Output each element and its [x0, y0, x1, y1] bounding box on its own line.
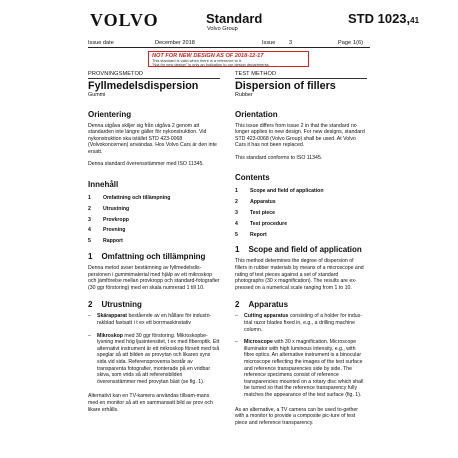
issue-date-value: December 2018 — [155, 40, 195, 46]
contents-item-number: 4 — [88, 227, 91, 234]
contents-item-title: Provkropp — [103, 216, 129, 223]
method-label: PROVNINGSMETOD — [88, 71, 220, 79]
bullet-text — [244, 339, 367, 398]
bullet-text — [97, 333, 220, 386]
contents-item-title: Utrustning — [103, 205, 130, 212]
contents-item-number: 3 — [235, 210, 238, 217]
contents-item-title: Report — [250, 231, 267, 238]
issue-value: 3 — [289, 40, 293, 46]
contents-item-title: Apparatus — [250, 199, 276, 206]
document-title: Dispersion of fillers — [235, 79, 336, 92]
contents-item-number: 2 — [88, 205, 91, 212]
contents-item-title: Test piece — [250, 210, 275, 217]
contents-item — [235, 219, 367, 230]
bullet-text — [244, 313, 367, 333]
contents-item — [88, 204, 220, 215]
conformity-paragraph: Denna standard överensstämmer med ISO 11345. — [88, 161, 204, 168]
bullet-marker: – — [88, 313, 91, 320]
contents-item — [235, 208, 367, 219]
section-1-number: 1 — [235, 245, 240, 255]
contents-item — [88, 225, 220, 236]
section-1-paragraph: Denna metod avser bestämning av fyllmedelsdis-persionen i gummimaterial med hjälp av ett mikroskop och jämförelse mellan provkropp och standard-fotografier (30 ggr förstoring) med en skala numrerad 1 till 10. — [88, 265, 220, 291]
section-2-number: 2 — [88, 300, 93, 310]
bullet-description: bestående av en hållare för industri-rakblad fastsatt i t ex ett borrmaskinstativ — [97, 313, 212, 327]
not-for-new-design-notice — [148, 51, 309, 67]
section-2-title: Apparatus — [248, 300, 289, 310]
section-2-number: 2 — [235, 300, 240, 310]
orientation-heading: Orientation — [235, 109, 278, 119]
section-1-heading — [88, 252, 220, 261]
contents-list — [235, 186, 367, 240]
header-rule — [88, 47, 370, 48]
document-title: Fyllmedelsdispersion — [88, 79, 199, 92]
contents-item-number: 2 — [235, 199, 238, 206]
bullet-term: Cutting apparatus — [244, 313, 289, 320]
contents-item-number: 1 — [88, 195, 91, 202]
section-1-paragraph: This method determines the degree of dispersion of fillers in rubber materials by means of a microscope and rating of test pieces against a set of standard photographs (30 x magnification). The results are ex-pressed on a numerical scale ranging from 1 to 10. — [235, 258, 364, 291]
contents-item-title: Test procedure — [250, 220, 288, 227]
document-subtitle: Rubber — [235, 91, 253, 98]
notice-line-2: This standard is valid when there is a reference to it. — [152, 58, 242, 63]
alternative-paragraph: Alternativt kan en TV-kamera användas tillsam-mans med en monitor så att en sammansatt bild av prov och likare erhålls. — [88, 393, 213, 413]
page-value: 1(6) — [353, 40, 363, 46]
bullet-term: Skärapparat — [97, 313, 127, 320]
contents-item — [88, 193, 220, 204]
standard-subtitle: Volvo Group — [207, 26, 238, 32]
bullet-marker: – — [88, 332, 91, 339]
apparatus-bullet — [235, 339, 367, 398]
page-label: Page — [338, 40, 352, 46]
bullet-description: med 30 ggr förstoring. Mikroskopbe-lysning med hög ljusintensitet, t ex med fiberoptik. Ett alternativt instrument är ett mikroskop försett med två speglar så att bilden av provytan och likaren syns sida vid sida. Referensproverna består av transparenta fotografier, monterade på en vridbar skiva, som vrids så att referensbilden överensstämmer med provytan bäst (se fig. 1). — [97, 332, 220, 385]
apparatus-bullet — [235, 313, 367, 333]
english-column — [235, 71, 367, 426]
orientation-heading: Orientering — [88, 109, 132, 119]
notice-headline: NOT FOR NEW DESIGN AS OF 2018-12-17 — [152, 53, 264, 59]
issue-label: Issue — [262, 40, 276, 46]
section-2-heading — [88, 300, 220, 309]
section-1-title: Scope and field of application — [248, 245, 362, 255]
contents-item-number: 5 — [88, 238, 91, 245]
contents-item-number: 5 — [235, 231, 238, 238]
contents-item-title: Provning — [103, 227, 126, 234]
section-2-heading — [235, 300, 367, 309]
contents-list — [88, 193, 220, 247]
notice-line-3: "Not for new design" is only an indication to our design departments. — [152, 62, 270, 68]
alternative-paragraph: As an alternative, a TV camera can be used to-gether with a monitor to provide a composite pic-ture of test piece and reference transparency. — [235, 406, 359, 426]
contents-item-title: Scope and field of application — [250, 188, 324, 195]
standard-revision: 41 — [410, 16, 420, 25]
contents-item — [235, 186, 367, 197]
bullet-marker: – — [235, 313, 238, 320]
contents-item-title: Rapport — [103, 238, 123, 245]
contents-item — [88, 215, 220, 226]
orientation-paragraph: Denna utgåva skiljer sig från utgåva 2 genom att standarden inte längre gäller för nykonstruktion. Vid nykonstruktion ska istället STD 423-0068 (Volvokoncernen) användas. Hos Volvo Cars är den inte ersatt. — [88, 122, 217, 155]
standard-title: Standard — [206, 11, 263, 26]
contents-item — [235, 197, 367, 208]
section-1-title: Omfattning och tillämpning — [101, 252, 206, 262]
section-1-heading — [235, 245, 367, 254]
orientation-paragraph: This issue differs from issue 2 in that the standard no longer applies to new design. For new designs, standard STD 423-0068 (Volvo Group) shall be used. At Volvo Cars it has not been replaced. — [235, 122, 365, 149]
swedish-column — [88, 71, 220, 413]
contents-item-number: 4 — [235, 220, 238, 227]
issue-date-label: Issue date — [88, 40, 114, 46]
standard-number-main: STD 1023, — [348, 11, 411, 26]
contents-item-title: Omfattning och tillämpning — [103, 195, 171, 202]
document-subtitle: Gummi — [88, 91, 106, 98]
bullet-text — [97, 313, 220, 326]
conformity-paragraph: This standard conforms to ISO 11345. — [235, 154, 323, 161]
standard-number — [348, 11, 419, 26]
bullet-marker: – — [235, 339, 238, 346]
contents-item — [235, 230, 367, 241]
section-2-title: Utrustning — [101, 300, 142, 310]
contents-heading: Innehåll — [88, 180, 119, 190]
section-1-number: 1 — [88, 252, 93, 262]
bullet-term: Microscope — [244, 339, 273, 346]
volvo-logo: VOLVO — [90, 10, 159, 30]
contents-item — [88, 236, 220, 247]
bullet-description: consisting of a holder for indus-trial razor blades fixed in, e.g., a drilling machine column. — [244, 313, 362, 333]
contents-heading: Contents — [235, 173, 270, 183]
bullet-description: with 30 x magnification. Microscope illuminator with high luminous intensity, e.g., with fibre optics. An alternative instrument is a binocular microscope reflecting the images of the test surface and reference transparencies side by side. The reference specimens consist of reference transparencies mounted on a rotary disc which shall be turned so that the reference transparency fully matches the appearance of the test surface (fig. 1). — [244, 339, 364, 398]
method-label: TEST METHOD — [235, 71, 367, 79]
apparatus-bullet — [88, 333, 220, 386]
contents-item-number: 1 — [235, 188, 238, 195]
contents-item-number: 3 — [88, 216, 91, 223]
apparatus-bullet — [88, 313, 220, 326]
bullet-term: Mikroskop — [97, 332, 123, 339]
